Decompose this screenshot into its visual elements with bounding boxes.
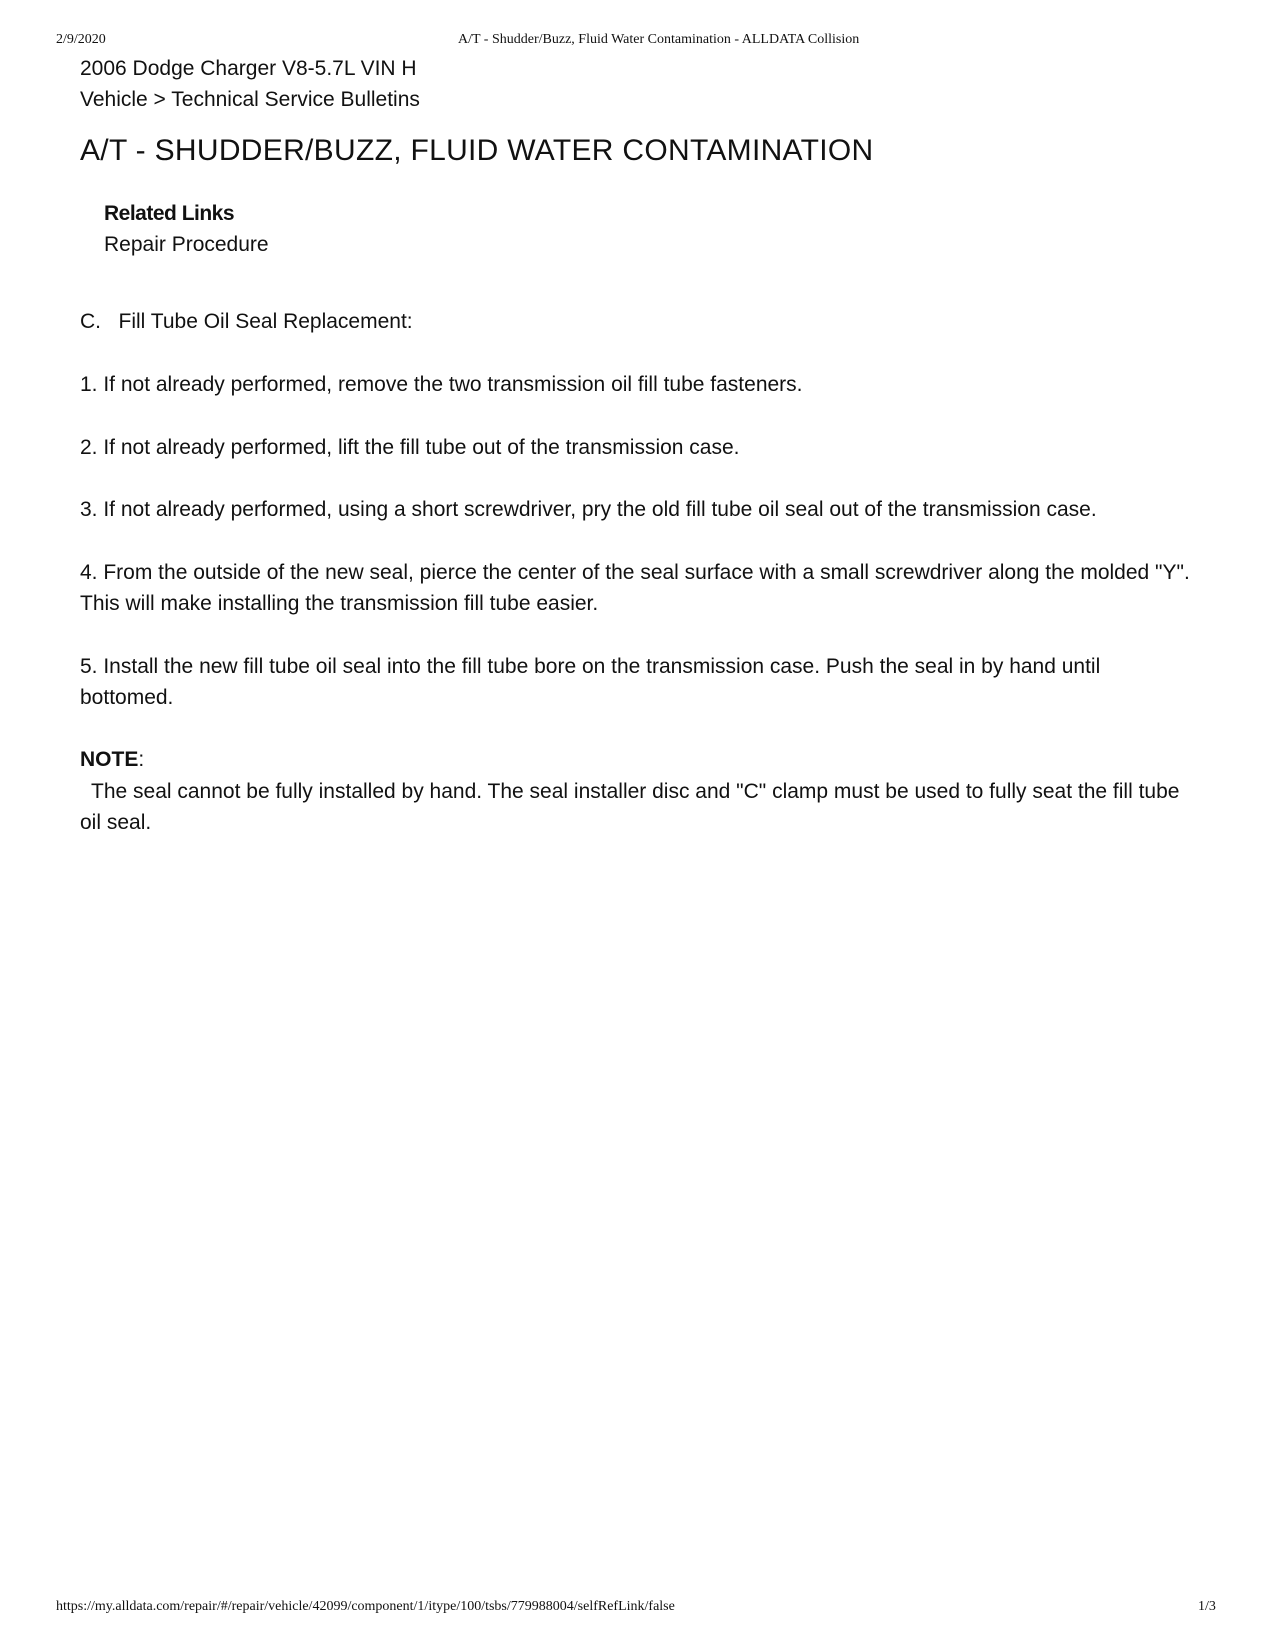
note-colon: : bbox=[138, 748, 145, 771]
section-heading: C. Fill Tube Oil Seal Replacement: bbox=[80, 310, 413, 333]
step-1: 1. If not already performed, remove the two transmission oil fill tube fasteners. bbox=[80, 373, 803, 396]
step-3: 3. If not already performed, using a short screwdriver, pry the old fill tube oil seal out of the transmission case. bbox=[80, 498, 1097, 521]
print-date: 2/9/2020 bbox=[56, 32, 106, 47]
note-text: The seal cannot be fully installed by hand. The seal installer disc and "C" clamp must be used to fully seat the fill tube oil seal. bbox=[80, 780, 1180, 834]
related-links-heading: Related Links bbox=[104, 202, 235, 225]
print-page-number: 1/3 bbox=[1198, 1599, 1216, 1614]
step-2: 2. If not already performed, lift the fill tube out of the transmission case. bbox=[80, 436, 740, 459]
related-link-repair-procedure[interactable]: Repair Procedure bbox=[104, 233, 269, 256]
print-url: https://my.alldata.com/repair/#/repair/vehicle/42099/component/1/itype/100/tsbs/779988004/selfRefLink/false bbox=[56, 1599, 675, 1614]
step-4: 4. From the outside of the new seal, pierce the center of the seal surface with a small screwdriver along the molded "Y". This will make installing the transmission fill tube easier. bbox=[80, 561, 1190, 615]
note-label bbox=[80, 744, 144, 775]
print-page-title: A/T - Shudder/Buzz, Fluid Water Contamination - ALLDATA Collision bbox=[458, 32, 860, 47]
page-title: A/T - SHUDDER/BUZZ, FLUID WATER CONTAMINATION bbox=[80, 134, 874, 167]
step-5: 5. Install the new fill tube oil seal into the fill tube bore on the transmission case. Push the seal in by hand until bottomed. bbox=[80, 655, 1101, 709]
breadcrumb[interactable]: Vehicle > Technical Service Bulletins bbox=[80, 88, 420, 111]
note-label-text: NOTE bbox=[80, 748, 139, 771]
vehicle-name: 2006 Dodge Charger V8-5.7L VIN H bbox=[80, 57, 417, 80]
